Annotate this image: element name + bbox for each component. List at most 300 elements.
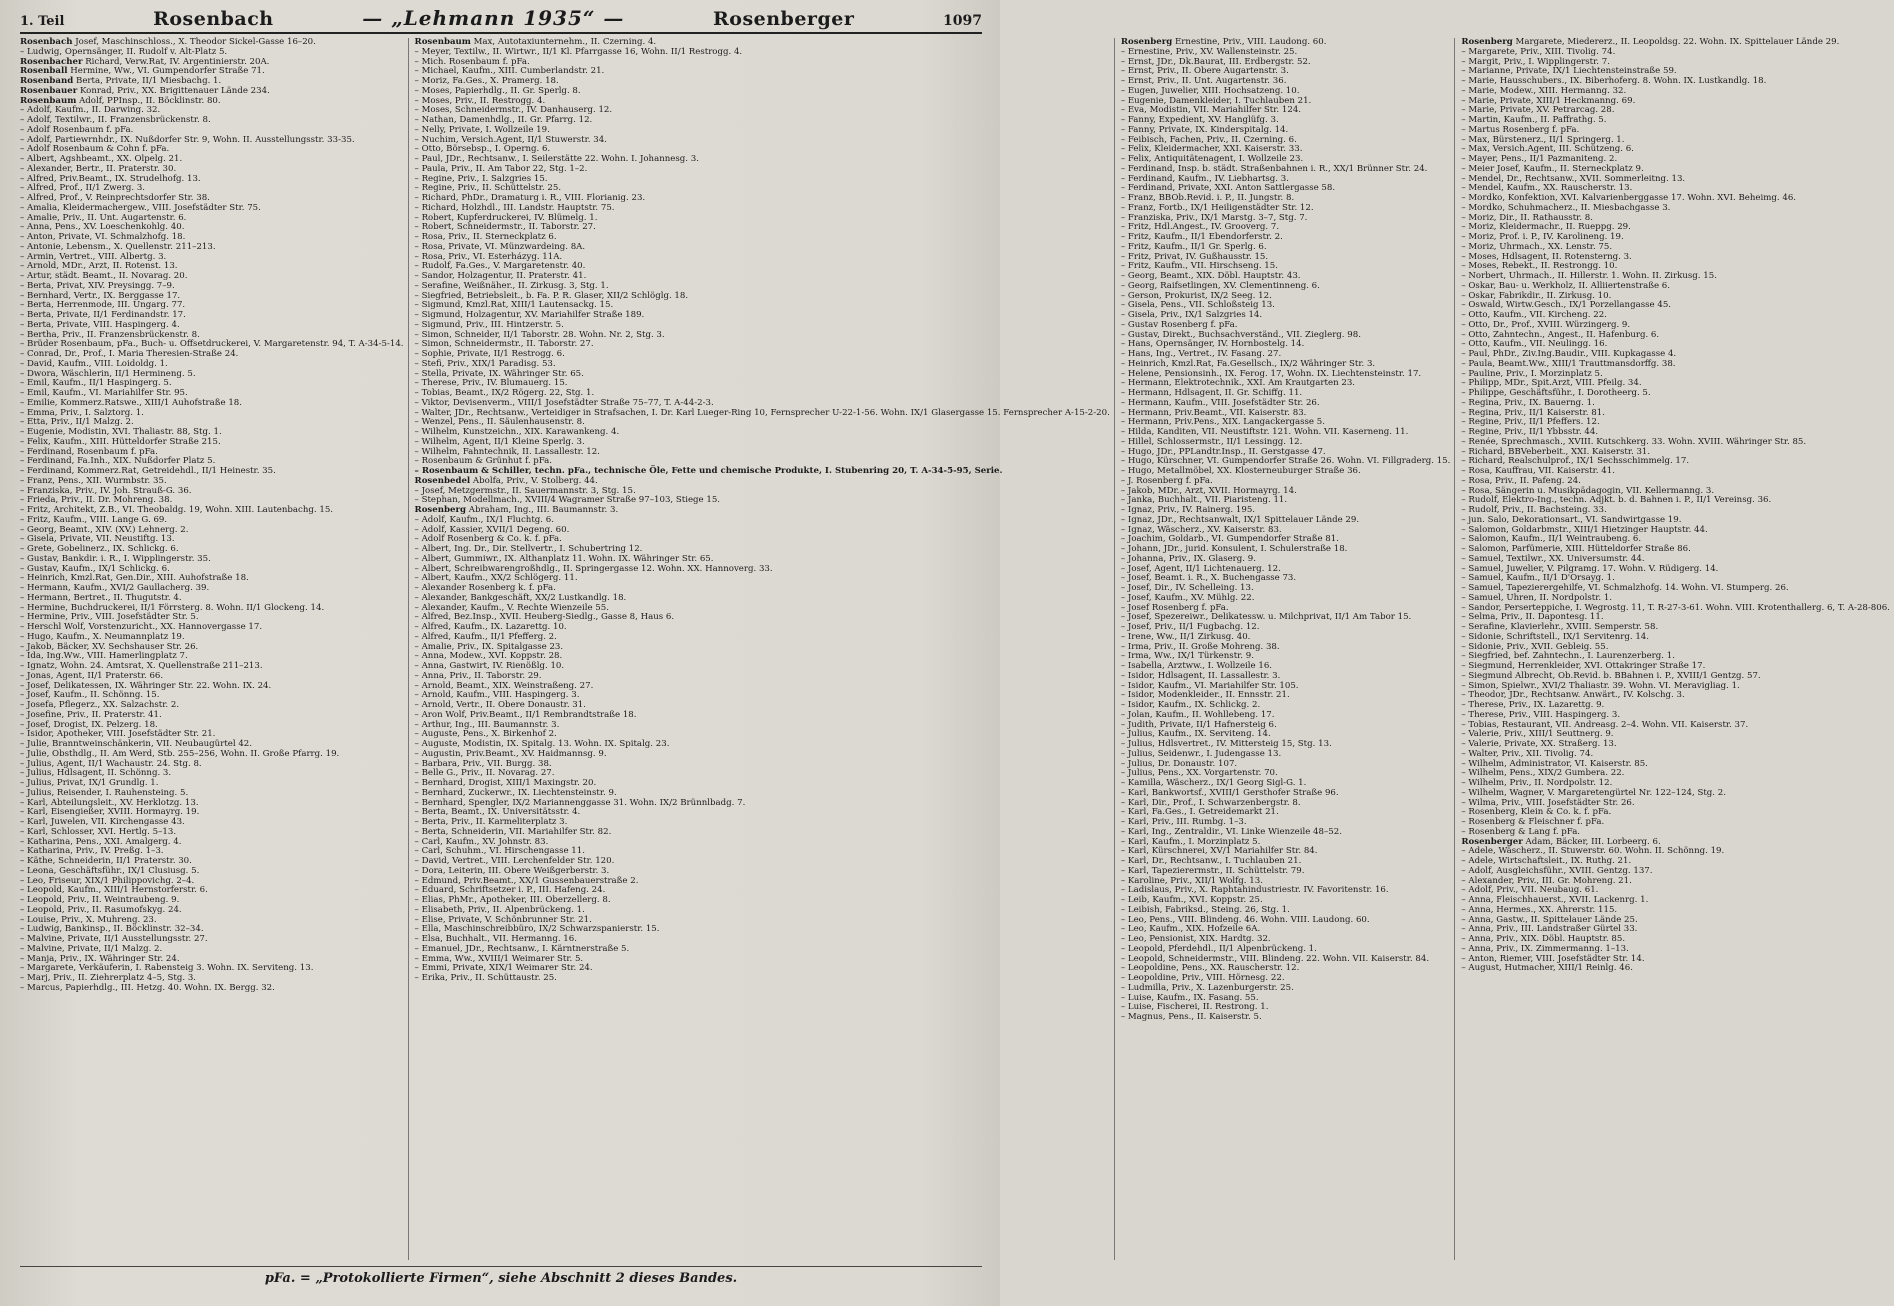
entry-details: – Anton, Private, VI. Schmalzhofg. 18. <box>20 232 186 242</box>
entry-details: – Julius, Kaufm., IX. Servitenɡ. 14. <box>1120 729 1271 740</box>
entry-details: – Viktor, Devisenverm., VIII/1 Josefstädter Straße 75–77, T. A-44-2-3. <box>414 397 714 408</box>
entry-details: – Alfred, Priv.Beamt., IX. Strudelhofg. 13. <box>20 173 201 184</box>
entry-details: – Margarete, Verkäuferin, I. Rabensteig 3. Wohn. IX. Serviteng. 13. <box>20 963 314 974</box>
entry-details: – Rosenberg & Fleischner f. pFa. <box>1461 817 1605 827</box>
entry-details: – Berta, Herrenmode, III. Ungarg. 77. <box>20 300 186 311</box>
entry-details: – Etta, Priv., II/1 Malzg. 2. <box>20 417 134 428</box>
entry-details: – Frieda, Priv., II. Dr. Mohreng. 38. <box>20 495 173 506</box>
entry-details: – Philipp, MDr., Spit.Arzt, VIII. Pfeilg. 34. <box>1461 378 1642 389</box>
entry-details: – Rudolf, Fa.Ges., V. Margaretenstr. 40. <box>414 261 586 272</box>
entry-details: – Albert, Agshbeamt., XX. Olpelg. 21. <box>20 154 183 164</box>
entry-details: – Isidor, Apotheker, VIII. Josefstädter Str. 21. <box>20 729 216 740</box>
entry-surname: Rosenberg <box>1461 37 1513 47</box>
entry-details: – Isidor, Hdlsagent, II. Lassallestr. 3. <box>1120 670 1281 681</box>
entry-details: – Anna, Fleischhauerst., XVII. Lackenrg. 1. <box>1461 895 1649 905</box>
entry-details: – Salomon, Goldarbmstr., XIII/1 Hietzinger Hauptstr. 44. <box>1461 524 1708 535</box>
directory-entry <box>20 984 404 994</box>
entry-details: – Ignaz, Priv., IV. Rainerg. 195. <box>1120 505 1256 515</box>
entry-details: – jun. Salo, Dekorationsart., VI. Sandwirtgasse 19. <box>1461 514 1682 525</box>
entry-details: – Fritz, Privat, IV. Gußhausstr. 15. <box>1120 251 1269 262</box>
entry-details: – Georg, Beamt., XIX. Döbl. Hauptstr. 43. <box>1120 271 1301 281</box>
entry-details: – Hermann, Kaufm., XVI/2 Gaullacherg. 39. <box>20 583 210 593</box>
entry-details: – Arthur, Ing., III. Baumannstr. 3. <box>414 719 560 730</box>
entry-details: – Ludmilla, Priv., X. Lazenburgerstr. 25. <box>1120 982 1294 993</box>
entry-details: – Emmi, Private, XIX/1 Weimarer Str. 24. <box>414 963 593 974</box>
entry-details: – Otto, Kaufm., VII. Kircheng. 22. <box>1461 310 1607 320</box>
entry-details: – Margit, Priv., I. Wipplingerstr. 7. <box>1461 56 1610 67</box>
entry-details: – Alexander Rosenberg k. f. pFa. <box>414 583 556 593</box>
entry-details: – Stefi, Priv., XIX/1 Paradisg. 53. <box>414 358 556 369</box>
entry-details: – Berta, Private, II/1 Ferdinandstr. 17. <box>20 310 186 320</box>
entry-details: – Ferdinand, Fa.Inh., XIX. Nußdorfer Platz 5. <box>20 456 216 467</box>
entry-details: – Sandor, Holzagentur, II. Praterstr. 41. <box>414 271 587 281</box>
entry-details: – Max, Versich.Agent, III. Schützeng. 6. <box>1461 144 1634 155</box>
entry-details: – Leona, Geschäftsführ., IX/1 Clusiusg. 5. <box>20 865 200 876</box>
entry-details: – Hermann, Hdlsagent, II. Gr. Schiffg. 11. <box>1120 388 1303 398</box>
entry-details: – Gisela, Pens., VII. Schloßsteig 13. <box>1120 300 1275 311</box>
entry-details: – Gustav Rosenberg f. pFa. <box>1120 319 1238 330</box>
directory-entry <box>1461 964 1890 974</box>
entry-details: – Leib, Kaufm., XVI. Koppstr. 25. <box>1120 895 1263 905</box>
entry-details: – Fritz, Kaufm., VII. Hirschseng. 15. <box>1120 261 1278 272</box>
entry-details: – Meier Josef, Kaufm., II. Sterneckplatz 9. <box>1461 163 1644 174</box>
entry-details: – Marie, Private, XV. Petrarcag. 28. <box>1461 105 1615 116</box>
entry-details: – Hugo, Kürschner, VI. Gumpendorfer Straße 26. Wohn. VI. Fillgraderg. 15. <box>1120 456 1451 467</box>
directory-entry <box>1121 1013 1451 1023</box>
entry-details: – Berta, Priv., II. Karmeliterplatz 3. <box>414 817 568 827</box>
entry-details: – Karl, Priv., III. Rumbg. 1–3. <box>1120 817 1247 827</box>
entry-details: – Paula, Beamt.Ww., XIII/1 Trauttmansdorffg. 38. <box>1461 358 1676 369</box>
entry-details: – Hermann, Priv.Beamt., VII. Kaiserstr. 83. <box>1120 407 1307 418</box>
entry-details: – Karl, Juwelen, VII. Kirchengasse 43. <box>20 817 185 827</box>
entry-details: – Hermann, Bertret., II. Thugutstr. 4. <box>20 592 182 603</box>
entry-details: – Regina, Priv., II/1 Kaiserstr. 81. <box>1461 407 1605 418</box>
entry-details: – Feibisch, Fachen, Priv., II. Czerning. 6. <box>1120 134 1297 145</box>
entry-details: – Karl, Kaufm., I. Morzinplatz 5. <box>1120 836 1261 847</box>
entry-details: – Regina, Priv., IX. Bauerng. 1. <box>1461 397 1595 408</box>
entry-details: – Otto, Kaufm., VII. Neulingg. 16. <box>1461 339 1608 350</box>
entry-details: – Ella, Maschinschreibbüro, IX/2 Schwarzspanierstr. 15. <box>414 924 660 935</box>
entry-details: – Mendel, Kaufm., XX. Rauscherstr. 13. <box>1461 183 1633 194</box>
entry-details: – Eugenie, Damenkleider, I. Tuchlauben 21. <box>1120 95 1312 106</box>
entry-details: – Helene, Pensionsinh., IX. Ferog. 17, Wohn. IX. Liechtensteinstr. 17. <box>1120 368 1422 379</box>
entry-details: – Leo, Kaufm., XIX. Hofzeile 6A. <box>1120 924 1261 935</box>
entry-details: – Stella, Private, IX. Währinger Str. 65. <box>414 368 584 379</box>
entry-details: – Josef, Metzgermstr., II. Sauermannstr. 3, Stg. 15. <box>414 485 636 496</box>
entry-details: – Julius, Privat, IX/1 Grundlg. 1. <box>20 778 159 788</box>
entry-details: – Ludwig, Opernsänger, II. Rudolf v. Alt-Platz 5. <box>20 46 228 57</box>
entry-details: – Gustav, Kaufm., IX/1 Schlickg. 6. <box>20 563 170 574</box>
entry-details: – Franz, Fortb., IX/1 Heiligenstädter Str. 12. <box>1120 202 1314 213</box>
entry-details: – Louise, Priv., X. Muhreng. 23. <box>20 914 157 925</box>
entry-details: – Carl, Kaufm., XV. Johnstr. 83. <box>414 836 549 847</box>
entry-details: – Mendel, Dr., Rechtsanw., XVII. Sommerleitng. 13. <box>1461 173 1686 184</box>
entry-details: – Regine, Priv., II/1 Ybbsstr. 44. <box>1461 427 1599 437</box>
entry-details: – Leopold, Priv., II. Rasumofskyg. 24. <box>20 904 182 915</box>
entry-details: – Salomon, Kaufm., II/1 Weintraubeng. 6. <box>1461 534 1642 545</box>
entry-details: – Norbert, Uhrmach., II. Hillerstr. 1. Wohn. II. Zirkusg. 15. <box>1461 271 1717 281</box>
entry-details: – Grete, Gobelinerz., IX. Schlickg. 6. <box>20 544 179 554</box>
entry-details: – Amalie, Priv., II. Unt. Augartenstr. 6. <box>20 212 187 223</box>
entry-details: – Johann, JDr., jurid. Konsulent, I. Schulerstraße 18. <box>1120 544 1348 554</box>
entry-column-4 <box>1461 38 1894 1260</box>
entry-details: – Valerie, Priv., XIII/1 Seuttnerg. 9. <box>1461 729 1614 740</box>
entry-details: – Serafine, Klavierlehr., XVIII. Semperstr. 58. <box>1461 622 1659 632</box>
entry-details: – Ignatz, Wohn. 24. Amtsrat, X. Quellenstraße 211–213. <box>20 661 263 671</box>
entry-details: – Hugo, Kaufm., X. Neumannplatz 19. <box>20 631 185 642</box>
entry-details: – Berta, Schneiderin, VII. Mariahilfer Str. 82. <box>414 826 612 837</box>
entry-details: – Renée, Sprechmasch., XVIII. Kutschkerg. 33. Wohn. XVIII. Währinger Str. 85. <box>1461 436 1807 447</box>
entry-details: – Tobias, Restaurant, VII. Andreasg. 2–4. Wohn. VII. Kaiserstr. 37. <box>1461 719 1749 730</box>
entry-details: – Rudolf, Elektro-Ing., techn. Adjkt. b. d. Bahnen i. P., II/1 Vereinsg. 36. <box>1461 495 1772 506</box>
entry-details: – Nelly, Private, I. Wollzeile 19. <box>414 124 550 135</box>
entry-details: – Franziska, Priv., IX/1 Marstg. 3–7, Stg. 7. <box>1120 212 1308 223</box>
entry-details: – Anna, Gastw., II. Spittelauer Lände 25. <box>1461 914 1638 925</box>
entry-details: – Michael, Kaufm., XIII. Cumberlandstr. 21. <box>414 66 605 77</box>
entry-details: – Eugen, Juwelier, XIII. Hochsatzeng. 10. <box>1120 85 1300 96</box>
entry-details: – Samuel, Tapezierergehilfe, VI. Schmalzhofg. 14. Wohn. VI. Stumperg. 26. <box>1461 583 1789 593</box>
entry-details: – Robert, Schneidermstr., II. Taborstr. 27. <box>414 222 596 233</box>
entry-details: – Isidor, Kaufm., IX. Schlickg. 2. <box>1120 700 1261 710</box>
entry-details: – Elisabeth, Priv., II. Alpenbrückeng. 1. <box>414 904 585 915</box>
entry-details: – Amalia, Kleidermachergew., VIII. Josefstädter Str. 75. <box>20 202 261 213</box>
entry-details: – Moriz, Dir., II. Rathausstr. 8. <box>1461 212 1593 223</box>
entry-details: – Manja, Priv., IX. Währinger Str. 24. <box>20 953 180 964</box>
entry-details: – Therese, Priv., VIII. Haspingerg. 3. <box>1461 709 1621 720</box>
entry-details: – Julie, Branntweinschänkerin, VII. Neubaugürtel 42. <box>20 739 253 749</box>
entry-details: Richard, Verw.Rat, IV. Argentinierstr. 20A. <box>82 56 270 67</box>
entry-details: – Paula, Priv., II. Am Tabor 22, Stg. 1–2. <box>414 163 588 174</box>
entry-details: – Karl, Dir., Prof., I. Schwarzenbergstr. 8. <box>1120 797 1301 808</box>
entry-details: – Moriz, Kleidermachr., II. Rueppg. 29. <box>1461 222 1631 233</box>
entry-details: – Conrad, Dr., Prof., I. Maria Theresien-Straße 24. <box>20 349 239 359</box>
entry-details: – Augustin, Priv.Beamt., XV. Haidmannsg. 9. <box>414 748 607 759</box>
entry-details: – Karl, Ing., Zentraldir., VI. Linke Wienzeile 48–52. <box>1120 826 1342 837</box>
directory-entry <box>415 974 1110 984</box>
entry-details: – Franz, Pens., XII. Wurmbstr. 35. <box>20 475 167 486</box>
entry-details: – Julius, Agent, II/1 Wachaustr. 24. Stg. 8. <box>20 758 202 769</box>
entry-details: Berta, Private, II/1 Miesbachg. 1. <box>73 76 222 86</box>
entry-details: – Ernst, JDr., Dk.Baurat, III. Erdbergstr. 52. <box>1120 56 1311 67</box>
left-guide-word: Rosenbach <box>153 8 274 30</box>
entry-details: – Richard, BBVeberbeit., XXI. Kaiserstr. 31. <box>1461 446 1651 457</box>
entry-details: – Rosenberg & Lang f. pFa. <box>1461 826 1581 837</box>
entry-details: – Josef, Dir., IV. Schelleing. 13. <box>1120 583 1254 593</box>
entry-details: – Rosa, Kauffrau, VII. Kaiserstr. 41. <box>1461 466 1615 476</box>
entry-details: – Kamilla, Wäscherz., IX/1 Georg Sigl-G. 1. <box>1120 778 1307 788</box>
entry-details: Ernestine, Priv., VIII. Laudong. 60. <box>1172 37 1327 47</box>
entry-details: – Leopold, Priv., II. Weintraubeng. 9. <box>20 895 180 905</box>
entry-details: – Ignaz, JDr., Rechtsanwalt, IX/1 Spittelauer Lände 29. <box>1120 514 1360 525</box>
entry-details: Josef, Maschinschloss., X. Theodor Sickel-Gasse 16–20. <box>72 37 316 47</box>
entry-details: – Adele, Wäscherz., II. Stuwerstr. 60. Wohn. II. Schönng. 19. <box>1461 846 1725 857</box>
entry-details: – Mordko, Schuhmacherz., II. Miesbachgasse 3. <box>1461 202 1671 213</box>
entry-details: – Richard, Realschulprof., IX/1 Sechsschimmelg. 17. <box>1461 456 1690 467</box>
entry-details: – Hugo, Metallmöbel, XX. Klosterneuburger Straße 36. <box>1120 466 1361 476</box>
entry-details: – Rosa, Priv., VI. Esterházyg. 11A. <box>414 251 563 262</box>
entry-details: – Paul, JDr., Rechtsanw., I. Seilerstätte 22. Wohn. I. Johannesg. 3. <box>414 154 699 164</box>
entry-details: – Franz, BBOb.Revid. i. P., II. Jungstr. 8. <box>1120 193 1295 203</box>
entry-details: – Rosa, Sängerin u. Musikpädagogin, VII. Kellermanng. 3. <box>1461 485 1715 496</box>
entry-surname: – Rosenbaum & Schiller, techn. pFa., technische Öle, Fette und chemische Produkte, I. Stubenring 20, T. A-34-5-95, Serie. <box>414 466 1003 476</box>
entry-details: – Walter, JDr., Rechtsanw., Verteidiger in Strafsachen, I. Dr. Karl Lueger-Ring 10, Fernsprecher U-22-1-56. Wohn. IX/1 Glasergasse 15. Fernsprecher A-15-2-20. <box>414 407 1110 418</box>
entry-details: – Jakob, Bäcker, XV. Sechshauser Str. 26. <box>20 641 199 652</box>
entry-details: – Georg, Beamt., XIV. (XV.) Lehnerg. 2. <box>20 524 189 535</box>
footer-note: pFa. = „Protokollierte Firmen“, siehe Abschnitt 2 dieses Bandes. <box>20 1266 982 1286</box>
entry-details: – Hermann, Elektrotechnik., XXI. Am Krautgarten 23. <box>1120 378 1356 389</box>
entry-details: – Emil, Kaufm., VI. Mariahilfer Str. 95. <box>20 388 188 398</box>
entry-details: – Rosenbaum & Grünhut f. pFa. <box>414 456 553 467</box>
entry-details: – David, Vertret., VIII. Lerchenfelder Str. 120. <box>414 856 615 866</box>
entry-details: – Jonas, Agent, II/1 Praterstr. 66. <box>20 670 164 681</box>
entry-details: Konrad, Priv., XX. Brigittenauer Lände 234. <box>77 85 270 96</box>
entry-details: – Adolf, Ausgleichsführ., XVIII. Gentzg. 137. <box>1461 865 1653 876</box>
entry-surname: Rosenbach <box>20 37 73 47</box>
entry-details: Adam, Bäcker, III. Lorbeerg. 6. <box>1522 836 1661 847</box>
entry-details: – Karl, Abteilungsleit., XV. Herklotzg. 13. <box>20 797 199 808</box>
entry-details: – Alfred, Kaufm., II/1 Pfefferg. 2. <box>414 631 557 642</box>
entry-details: – Karl, Bankwortsf., XVIII/1 Gersthofer Straße 96. <box>1120 787 1339 798</box>
entry-details: – Oskar, Bau- u. Werkholz, II. Alliiertenstraße 6. <box>1461 280 1670 291</box>
entry-details: – Ernst, Priv., II. Unt. Augartenstr. 36. <box>1120 76 1287 86</box>
entry-details: – Ignaz, Wäscherz., XV. Kaiserstr. 83. <box>1120 524 1282 535</box>
entry-details: – Leo, Friseur, XIX/1 Philippovichg. 2–4. <box>20 875 195 886</box>
entry-details: – Ferdinand, Kommerz.Rat, Getreidehdl., II/1 Heinestr. 35. <box>20 466 276 476</box>
entry-details: – Wilhelm, Wagner, V. Margaretengürtel Nr. 122–124, Stg. 2. <box>1461 787 1726 798</box>
entry-details: – Marianne, Private, IX/1 Liechtensteinstraße 59. <box>1461 66 1677 77</box>
entry-surname: Rosenbedel <box>414 475 471 486</box>
entry-details: – Emil, Kaufm., II/1 Haspingerg. 5. <box>20 378 172 389</box>
entry-details: – Adolf, Kaufm., IX/1 Fluchtg. 6. <box>414 514 554 525</box>
entry-surname: Rosenberg <box>414 505 466 515</box>
entry-details: – Josefa, Pflegerz., XX. Salzachstr. 2. <box>20 700 180 710</box>
entry-details: – Julius, Hdlsagent, II. Schönng. 3. <box>20 768 172 779</box>
entry-details: – Magnus, Pens., II. Kaiserstr. 5. <box>1120 1012 1262 1022</box>
entry-details: – Elias, PhMr., Apotheker, III. Oberzellerg. 8. <box>414 895 611 905</box>
entry-details: – Paul, PhDr., Ziv.Ing.Baudir., VIII. Kupkagasse 4. <box>1461 349 1677 359</box>
entry-details: – Adolf Rosenbaum f. pFa. <box>20 124 134 135</box>
entry-details: – Leopold, Pferdehdl., II/1 Alpenbrückeng. 1. <box>1120 943 1317 954</box>
entry-details: – Albert, Ing. Dr., Dir. Stellvertr., I. Schubertring 12. <box>414 544 643 554</box>
entry-details: – Moses, Schneidermstr., IV. Danhauserg. 12. <box>414 105 613 116</box>
entry-details: – Nathan, Damenhdlg., II. Gr. Pfarrg. 12. <box>414 115 593 125</box>
entry-details: – Otto, Zahntechn., Angest., II. Hafenburg. 6. <box>1461 329 1660 340</box>
entry-details: – Adolf Rosenberg & Co. k. f. pFa. <box>414 534 562 545</box>
entry-details: – Sigmund, Priv., III. Hintzerstr. 5. <box>414 319 564 330</box>
entry-details: – Josef, Spezereiwr., Delikatessw. u. Milchprivat, II/1 Am Tabor 15. <box>1120 612 1412 623</box>
entry-details: – Ladislaus, Priv., X. Raphtahindustriestr. IV. Favoritenstr. 16. <box>1120 885 1389 896</box>
entry-details: Abolfa, Priv., V. Stolberg. 44. <box>470 475 598 486</box>
entry-details: – Armin, Vertret., VIII. Albertg. 3. <box>20 251 167 262</box>
entry-details: – Carl, Schuhm., VI. Hirschengasse 11. <box>414 846 585 857</box>
entry-details: – Irma, Ww., IX/1 Türkenstr. 9. <box>1120 651 1254 662</box>
entry-details: – Albert, Gummiwr., IX. Althanplatz 11. Wohn. IX. Währinger Str. 65. <box>414 553 714 564</box>
entry-details: – Wilhelm, Priv., II. Nordpolstr. 12. <box>1461 778 1613 788</box>
entry-column-3 <box>1121 38 1456 1260</box>
entry-details: – Moriz, Prof. i. P., IV. Karolineng. 19. <box>1461 232 1624 242</box>
entry-details: – Elsa, Buchhalt., VII. Hermanng. 16. <box>414 934 577 944</box>
entry-details: – Sandor, Perserteppiche, I. Wegrostg. 11, T. R-27-3-61. Wohn. VIII. Krotenthallerg. 6, T. A-28-806. <box>1461 602 1890 613</box>
entry-details: – Josef, Drogist, IX. Pelzerg. 18. <box>20 719 158 730</box>
entry-details: – Marie, Modew., XIII. Hermanng. 32. <box>1461 85 1627 96</box>
entry-details: – Moses, Priv., II. Restrogg. 4. <box>414 95 546 106</box>
entry-details: – Franziska, Priv., IV. Joh. Strauß-G. 36. <box>20 485 192 496</box>
entry-details: – Aron Wolf, Priv.Beamt., II/1 Rembrandtstraße 18. <box>414 709 637 720</box>
entry-details: – Ferdinand, Insp. b. städt. Straßenbahnen i. R., XX/1 Brünner Str. 24. <box>1120 163 1428 174</box>
entry-details: – Alfred, Prof., V. Reinprechtsdorfer Str. 38. <box>20 193 210 203</box>
entry-details: – J. Rosenberg f. pFa. <box>1120 475 1213 486</box>
entry-details: – Isidor, Modenkleider., II. Ennsstr. 21. <box>1120 690 1290 701</box>
entry-details: – Auguste, Modistin, IX. Spitalg. 13. Wohn. IX. Spitalg. 23. <box>414 739 670 749</box>
entry-details: – Eva, Modistin, VII. Mariahilfer Str. 124. <box>1120 105 1302 116</box>
entry-details: – Selma, Priv., II. Dapontesg. 11. <box>1461 612 1604 623</box>
entry-details: – Therese, Priv., IX. Lazarettg. 9. <box>1461 700 1605 710</box>
entry-details: – Hermann, Kaufm., VIII. Josefstädter Str. 26. <box>1120 397 1320 408</box>
entry-details: – Anna, Pens., XV. Loeschenkohlg. 40. <box>20 222 185 233</box>
entry-details: – Rosa, Priv., II. Pafeng. 24. <box>1461 475 1581 486</box>
entry-details: – Julius, Reisender, I. Rauhensteing. 5. <box>20 787 189 798</box>
entry-details: – Karl, Eisengießer, XVIII. Hormayrg. 19. <box>20 807 200 818</box>
entry-details: – Regine, Priv., II/1 Pfeffers. 12. <box>1461 417 1600 428</box>
entry-details: – Adolf, Priv., VII. Neubaug. 61. <box>1461 885 1599 896</box>
entry-details: – Anna, Hermes., XX. Ahrerstr. 115. <box>1461 904 1618 915</box>
entry-details: – Adolf Rosenbaum & Cohn f. pFa. <box>20 144 170 155</box>
entry-details: – Gisela, Private, VII. Neustiftg. 13. <box>20 534 175 545</box>
entry-details: – Karl, Tapezierermstr., II. Schüttelstr. 79. <box>1120 865 1305 876</box>
entry-details: – Leopold, Schneidermstr., VIII. Blindeng. 22. Wohn. VII. Kaiserstr. 84. <box>1120 953 1430 964</box>
entry-details: – Valerie, Private, XX. Straßerg. 13. <box>1461 739 1617 749</box>
entry-details: – Emma, Priv., I. Salztorg. 1. <box>20 407 144 418</box>
entry-details: – Regine, Priv., I. Salzgries 15. <box>414 173 548 184</box>
entry-details: – Ida, Ing.Ww., VIII. Hamerlingplatz 7. <box>20 651 188 662</box>
entry-column-2 <box>415 38 1115 1260</box>
entry-details: – Moses, Rebekt., II. Restrongg. 10. <box>1461 261 1618 272</box>
entry-details: Margarete, Miedererz., II. Leopoldsg. 22. Wohn. IX. Spittelauer Lände 29. <box>1512 37 1840 47</box>
entry-details: – David, Kaufm., VIII. Loidoldg. 1. <box>20 358 168 369</box>
entry-details: Hermine, Ww., VI. Gumpendorfer Straße 71. <box>67 66 265 77</box>
entry-column-1 <box>20 38 409 1260</box>
entry-details: – Katharina, Priv., IV. Preßg. 1–3. <box>20 846 164 857</box>
entry-details: – Felix, Kleidermacher, XXI. Kaiserstr. 33. <box>1120 144 1303 155</box>
entry-details: – Mordko, Konfektion, XVI. Kalvarienberggasse 17. Wohn. XVI. Beheimg. 46. <box>1461 193 1797 203</box>
entry-details: – Karl, Kürschnerei, XV/1 Mariahilfer Str. 84. <box>1120 846 1318 857</box>
entry-details: – Bertha, Priv., II. Franzensbrückenstr. 8. <box>20 329 200 340</box>
entry-details: – Jakob, MDr., Arzt, XVII. Hormayrg. 14. <box>1120 485 1297 496</box>
entry-details: – Gustav, Bankdir. i. R., I. Wipplingerstr. 35. <box>20 553 211 564</box>
entry-details: – Alexander, Kaufm., V. Rechte Wienzeile 55. <box>414 602 609 613</box>
entry-details: – Ferdinand, Private, XXI. Anton Sattlergasse 58. <box>1120 183 1336 194</box>
entry-details: – Anna, Modew., XVI. Koppstr. 28. <box>414 651 563 662</box>
entry-details: – Leo, Pensionist, XIX. Hardtg. 32. <box>1120 934 1271 944</box>
entry-details: – Theodor, JDr., Rechtsanw. Anwärt., IV. Kolschg. 3. <box>1461 690 1685 701</box>
entry-details: – Erika, Priv., II. Schüttaustr. 25. <box>414 973 557 983</box>
entry-details: – Gisela, Priv., IX/1 Salzgries 14. <box>1120 310 1263 320</box>
entry-details: – Arnold, Kaufm., VIII. Haspingerg. 3. <box>414 690 580 701</box>
entry-details: – Eugenie, Modistin, XVI. Thaliastr. 88, Stg. 1. <box>20 427 222 437</box>
entry-details: – Brüder Rosenbaum, pFa., Buch- u. Offsetdruckerei, V. Margaretenstr. 94, T. A-34-5-14. <box>20 339 404 350</box>
entry-details: – Leibish, Fabriksd., Steing. 26, Stg. 1. <box>1120 904 1290 915</box>
entry-details: – Bernhard, Spengler, IX/2 Mariannenggasse 31. Wohn. IX/2 Brünnlbadg. 7. <box>414 797 746 808</box>
entry-details: – Gustav, Direkt., Buchsachverständ., VII. Zieglerg. 98. <box>1120 329 1361 340</box>
entry-details: – Luise, Kaufm., IX. Fasang. 55. <box>1120 992 1259 1003</box>
entry-details: – Fritz, Kaufm., II/1 Ebendorferstr. 2. <box>1120 232 1283 242</box>
entry-details: – Alexander, Priv., III. Gr. Mohreng. 21. <box>1461 875 1632 886</box>
entry-details: – Robert, Kupferdruckerei, IV. Blümelg. 1. <box>414 212 598 223</box>
page-number: 1097 <box>942 13 982 29</box>
entry-details: – Josef, Kaufm., XV. Mühlg. 22. <box>1120 592 1255 603</box>
entry-columns <box>20 37 1890 1260</box>
entry-details: – Oskar, Fabrikdir., II. Zirkusg. 10. <box>1461 290 1612 301</box>
entry-details: – Therese, Priv., IV. Blumauerg. 15. <box>414 378 568 389</box>
entry-details: – Hugo, JDr., PPLandtr.Insp., II. Gerstgasse 47. <box>1120 446 1326 457</box>
entry-details: – Rosenberg, Klein & Co. k. f. pFa. <box>1461 807 1612 818</box>
entry-details: – Meyer, Textilw., II. Wirtwr., II/1 Kl. Pfarrgasse 16, Wohn. II/1 Restrogg. 4. <box>414 46 743 57</box>
entry-details: – Auguste, Pens., X. Birkenhof 2. <box>414 729 557 740</box>
entry-details: – Albert, Kaufm., XX/2 Schlögerg. 11. <box>414 573 578 584</box>
entry-surname: Rosenband <box>20 76 74 86</box>
entry-details: – Irene, Ww., II/1 Zirkusg. 40. <box>1120 631 1251 642</box>
entry-details: – Julius, Hdlsvertret., IV. Mittersteig 15, Stg. 13. <box>1120 739 1332 749</box>
entry-details: – Philippe, Geschäftsführ., I. Dorotheerg. 5. <box>1461 388 1651 398</box>
entry-details: – Marj, Priv., II. Ziehrerplatz 4–5, Stg. 3. <box>20 973 197 983</box>
entry-details: – Walter, Priv., XII. Tivolig. 74. <box>1461 748 1594 759</box>
entry-details: – Josef, Delikatessen, IX. Währinger Str. 22. Wohn. IX. 24. <box>20 680 272 691</box>
entry-details: – Ferdinand, Rosenbaum f. pFa. <box>20 446 158 457</box>
entry-details: – Hermine, Buchdruckerei, II/1 Förrsterg. 8. Wohn. II/1 Glockeng. 14. <box>20 602 325 613</box>
entry-surname: Rosenbauer <box>20 85 78 96</box>
entry-details: – Irma, Priv., II. Große Mohreng. 38. <box>1120 641 1280 652</box>
entry-details: – Heinrich, Kmzl.Rat, Gen.Dir., XIII. Auhofstraße 18. <box>20 573 249 584</box>
entry-details: – Sidonie, Priv., XVII. Gebleig. 55. <box>1461 641 1609 652</box>
entry-details: – Karl, Fa.Ges., I. Getreidemarkt 21. <box>1120 807 1279 818</box>
entry-details: – Anton, Riemer, VIII. Josefstädter Str. 14. <box>1461 953 1645 964</box>
entry-details: – Hermann, Priv.Pens., XIX. Langackergasse 5. <box>1120 417 1325 428</box>
entry-details: – Adele, Wirtschaftsleit., IX. Ruthg. 21. <box>1461 856 1632 866</box>
entry-details: – Mayer, Pens., II/1 Pazmaniteng. 2. <box>1461 154 1618 164</box>
entry-details: – Malvine, Private, II/1 Ausstellungsstr. 27. <box>20 934 208 944</box>
entry-details: – Simon, Schneidermstr., II. Taborstr. 27. <box>414 339 594 350</box>
entry-details: – Katharina, Pens., XXI. Amalgerg. 4. <box>20 836 182 847</box>
entry-details: – Karl, Dr., Rechtsanw., I. Tuchlauben 21. <box>1120 856 1302 866</box>
entry-details: – Stephan, Modellmach., XVIII/4 Wagramer Straße 97–103, Stiege 15. <box>414 495 721 506</box>
entry-details: – Dwora, Wäschlerin, II/1 Hermineng. 5. <box>20 368 196 379</box>
entry-details: – Joachim, Goldarb., VI. Gumpendorfer Straße 81. <box>1120 534 1339 545</box>
entry-details: – Rosa, Priv., II. Sterneckplatz 6. <box>414 232 557 242</box>
entry-details: – Moses, Papierhdlg., II. Gr. Sperlg. 8. <box>414 85 581 96</box>
entry-details: – Belle G., Priv., II. Novarag. 27. <box>414 768 555 779</box>
entry-details: – Max, Bürstenerz., II/1 Springerg. 1. <box>1461 134 1625 145</box>
entry-details: – Siegmund, Herrenkleider, XVI. Ottakringer Straße 17. <box>1461 661 1706 671</box>
entry-details: – Serafine, Weißnäher., II. Zirkusg. 3, Stg. 1. <box>414 280 609 291</box>
entry-details: – Margarete, Priv., XIII. Tivolig. 74. <box>1461 46 1616 57</box>
entry-details: – Fritz, Architekt, Z.B., VI. Theobaldg. 19, Wohn. XIII. Lautenbachg. 15. <box>20 505 334 515</box>
entry-details: – Emanuel, JDr., Rechtsanw., I. Kärntnerstraße 5. <box>414 943 630 954</box>
entry-details: – Josef Rosenberg f. pFa. <box>1120 602 1229 613</box>
entry-details: – Karl, Schlosser, XVI. Hertlg. 5–13. <box>20 826 177 837</box>
entry-details: – Berta, Privat, XIV. Preysingg. 7–9. <box>20 280 175 291</box>
entry-details: – Arnold, MDr., Arzt, II. Rotenst. 13. <box>20 261 178 272</box>
entry-details: – Bernhard, Drogist, XIII/1 Maxingstr. 20. <box>414 778 597 788</box>
directory-title: — „Lehmann 1935“ — <box>362 6 625 30</box>
entry-details: – Josef, Priv., II/1 Fugbachg. 12. <box>1120 622 1260 632</box>
entry-details: – Sigmund, Holzagentur, XV. Mariahilfer Straße 189. <box>414 310 645 320</box>
entry-details: – Barbara, Priv., VII. Burgg. 38. <box>414 758 552 769</box>
entry-details: – Jolan, Kaufm., II. Wohllebeng. 17. <box>1120 709 1275 720</box>
entry-details: – Salomon, Parfümerie, XIII. Hütteldorfer Straße 86. <box>1461 544 1691 554</box>
entry-details: – Simon, Schneider, II/1 Taborstr. 28. Wohn. Nr. 2, Stg. 3. <box>414 329 665 340</box>
volume-part-label: 1. Teil <box>20 14 65 29</box>
entry-details: – Sidonie, Schriftstell., IX/1 Servitenrg. 14. <box>1461 631 1650 642</box>
